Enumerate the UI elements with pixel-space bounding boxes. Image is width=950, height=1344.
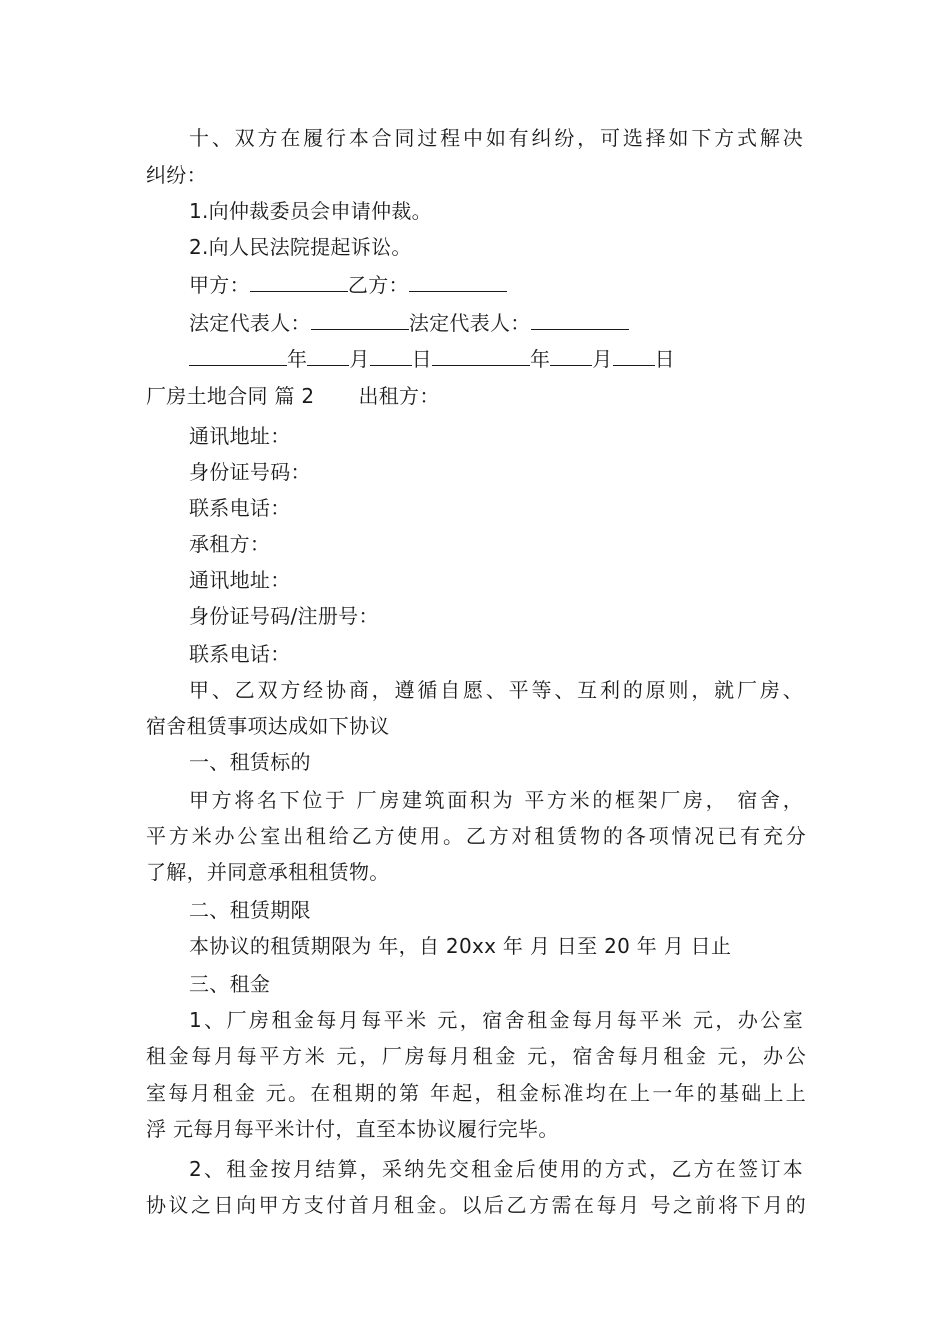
party-b-blank (409, 271, 507, 292)
signature-party-line (189, 271, 507, 298)
paragraph-line: 2.向人民法院提起诉讼。 (189, 235, 412, 259)
paragraph-line: 浮 元每月每平米计付，直至本协议履行完毕。 (146, 1117, 559, 1141)
signature-rep-line (189, 309, 629, 336)
paragraph-line: 了解，并同意承租租赁物。 (146, 860, 390, 884)
paragraph-line: 本协议的租赁期限为 年，自 20xx 年 月 日至 20 年 月 日止 (189, 934, 732, 958)
party-a-label: 甲方： (189, 273, 250, 297)
day-blank (370, 345, 412, 366)
paragraph-line: 1.向仲裁委员会申请仲裁。 (189, 199, 432, 223)
paragraph-line: 通讯地址： (189, 424, 291, 448)
paragraph-line: 联系电话： (189, 642, 291, 666)
section-heading: 三、租金 (189, 972, 271, 996)
month-label: 月 (349, 347, 370, 371)
paragraph-line: 甲、乙双方经协商，遵循自愿、平等、互利的原则，就厂房、 (189, 678, 803, 702)
rep-a-blank (311, 309, 409, 330)
contract-title: 厂房土地合同 篇 2 (146, 384, 315, 408)
section-heading: 一、租赁标的 (189, 750, 311, 774)
year-label: 年 (287, 347, 308, 371)
paragraph-line: 宿舍租赁事项达成如下协议 (146, 714, 390, 738)
year-blank (189, 345, 287, 366)
paragraph-line: 承租方： (189, 532, 271, 556)
month-blank (307, 345, 349, 366)
paragraph-line: 协议之日向甲方支付首月租金。以后乙方需在每月 号之前将下月的 (146, 1193, 806, 1217)
paragraph-line: 租金每月每平方米 元，厂房每月租金 元，宿舍每月租金 元，办公 (146, 1044, 806, 1068)
party-b-label: 乙方： (347, 273, 409, 297)
section-title-line (146, 383, 440, 409)
paragraph-line: 甲方将名下位于 厂房建筑面积为 平方米的框架厂房， 宿舍， (189, 788, 803, 812)
paragraph-line: 2、租金按月结算，采纳先交租金后使用的方式，乙方在签订本 (189, 1157, 803, 1181)
day-blank-2 (613, 345, 655, 366)
day-label: 日 (411, 347, 432, 371)
rep-a-label: 法定代表人： (189, 311, 311, 335)
day-label-2: 日 (654, 347, 675, 371)
month-blank-2 (550, 345, 592, 366)
paragraph-line: 1、厂房租金每月每平米 元，宿舍租金每月每平米 元，办公室 (189, 1008, 803, 1032)
rep-b-blank (531, 309, 629, 330)
signature-date-line (189, 345, 675, 372)
rep-b-label: 法定代表人： (408, 311, 531, 335)
section-heading: 二、租赁期限 (189, 898, 311, 922)
paragraph-line: 平方米办公室出租给乙方使用。乙方对租赁物的各项情况已有充分 (146, 824, 806, 848)
paragraph-line: 纠纷： (146, 163, 207, 187)
paragraph-line: 身份证号码/注册号： (189, 604, 379, 628)
paragraph-line: 十、双方在履行本合同过程中如有纠纷，可选择如下方式解决 (189, 126, 803, 150)
paragraph-line: 室每月租金 元。在租期的第 年起，租金标准均在上一年的基础上上 (146, 1081, 806, 1105)
paragraph-line: 身份证号码： (189, 460, 311, 484)
paragraph-line: 通讯地址： (189, 568, 291, 592)
year-label-2: 年 (529, 347, 551, 371)
party-a-blank (250, 271, 348, 292)
year-blank-2 (432, 345, 530, 366)
lessor-label: 出租方： (358, 384, 440, 408)
paragraph-line: 联系电话： (189, 496, 291, 520)
month-label-2: 月 (592, 347, 613, 371)
